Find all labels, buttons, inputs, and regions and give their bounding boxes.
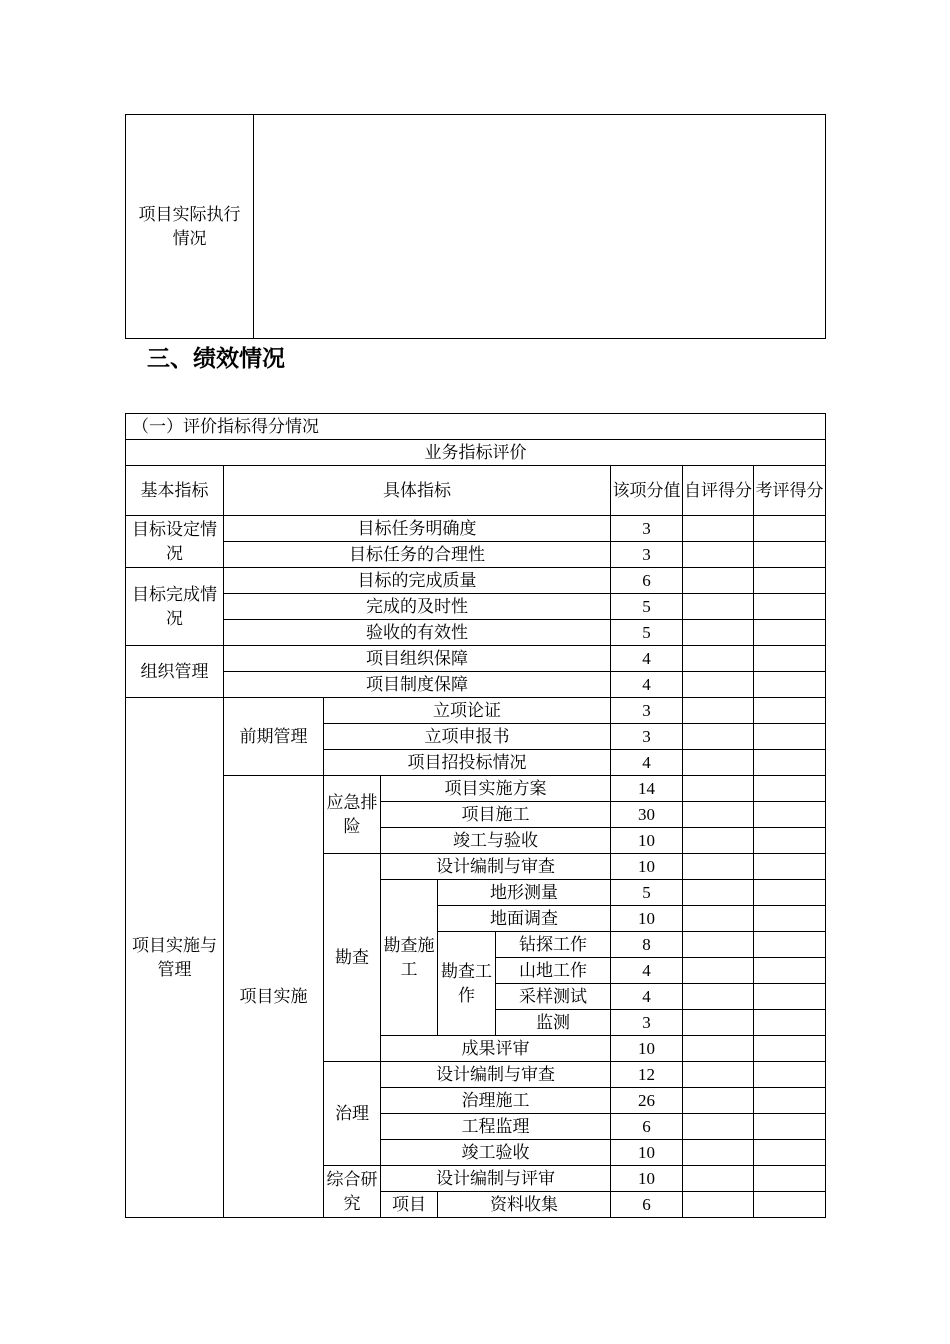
item-score: 6 [611, 568, 683, 594]
exam-score-cell[interactable] [754, 1062, 826, 1088]
item-score: 3 [611, 542, 683, 568]
table-row [126, 568, 826, 594]
exam-score-cell[interactable] [754, 750, 826, 776]
exam-score-cell[interactable] [754, 958, 826, 984]
item-score: 26 [611, 1088, 683, 1114]
item-name: 工程监理 [381, 1114, 611, 1140]
execution-box [125, 114, 826, 339]
self-score-cell[interactable] [683, 672, 754, 698]
execution-label: 项目实际执行情况 [126, 115, 254, 338]
header-exam: 考评得分 [754, 466, 826, 516]
item-name: 设计编制与审查 [381, 1062, 611, 1088]
exam-score-cell[interactable] [754, 594, 826, 620]
exam-score-cell[interactable] [754, 906, 826, 932]
item-name: 项目招投标情况 [324, 750, 611, 776]
group-project-impl: 项目实施与管理 [126, 698, 224, 1218]
item-name: 采样测试 [496, 984, 611, 1010]
self-score-cell[interactable] [683, 828, 754, 854]
self-score-cell[interactable] [683, 932, 754, 958]
table-subtitle: 业务指标评价 [126, 440, 826, 466]
self-score-cell[interactable] [683, 880, 754, 906]
item-score: 5 [611, 594, 683, 620]
group-survey-work: 勘查施工 [381, 880, 438, 1036]
self-score-cell[interactable] [683, 646, 754, 672]
item-score: 12 [611, 1062, 683, 1088]
table-row [126, 594, 826, 620]
item-score: 10 [611, 854, 683, 880]
exam-score-cell[interactable] [754, 542, 826, 568]
item-name: 成果评审 [381, 1036, 611, 1062]
item-score: 10 [611, 1166, 683, 1192]
header-specific: 具体指标 [224, 466, 611, 516]
item-name: 目标任务明确度 [224, 516, 611, 542]
item-score: 3 [611, 698, 683, 724]
group-survey: 勘查 [324, 854, 381, 1062]
self-score-cell[interactable] [683, 1192, 754, 1218]
exam-score-cell[interactable] [754, 620, 826, 646]
item-name: 竣工与验收 [381, 828, 611, 854]
item-score: 4 [611, 646, 683, 672]
item-name: 地形测量 [438, 880, 611, 906]
item-name: 治理施工 [381, 1088, 611, 1114]
exam-score-cell[interactable] [754, 1140, 826, 1166]
item-name: 验收的有效性 [224, 620, 611, 646]
exam-score-cell[interactable] [754, 776, 826, 802]
exam-score-cell[interactable] [754, 1114, 826, 1140]
exam-score-cell[interactable] [754, 802, 826, 828]
self-score-cell[interactable] [683, 698, 754, 724]
item-score: 30 [611, 802, 683, 828]
item-score: 4 [611, 750, 683, 776]
item-score: 4 [611, 672, 683, 698]
group-survey-job: 勘查工作 [438, 932, 496, 1036]
self-score-cell[interactable] [683, 568, 754, 594]
item-score: 5 [611, 880, 683, 906]
self-score-cell[interactable] [683, 984, 754, 1010]
self-score-cell[interactable] [683, 802, 754, 828]
item-name: 设计编制与评审 [381, 1166, 611, 1192]
self-score-cell[interactable] [683, 1010, 754, 1036]
item-score: 4 [611, 984, 683, 1010]
section-heading: 三、绩效情况 [147, 346, 285, 372]
group-comprehensive: 综合研究 [324, 1166, 381, 1218]
self-score-cell[interactable] [683, 620, 754, 646]
exam-score-cell[interactable] [754, 1036, 826, 1062]
self-score-cell[interactable] [683, 906, 754, 932]
exam-score-cell[interactable] [754, 1192, 826, 1218]
group-project: 项目 [381, 1192, 438, 1218]
group-pre-management: 前期管理 [224, 698, 324, 776]
exam-score-cell[interactable] [754, 1166, 826, 1192]
table-row [126, 516, 826, 542]
item-score: 10 [611, 1140, 683, 1166]
exam-score-cell[interactable] [754, 984, 826, 1010]
exam-score-cell[interactable] [754, 516, 826, 542]
table-row [126, 646, 826, 672]
item-score: 5 [611, 620, 683, 646]
item-score: 10 [611, 1036, 683, 1062]
exam-score-cell[interactable] [754, 1010, 826, 1036]
exam-score-cell[interactable] [754, 698, 826, 724]
item-name: 竣工验收 [381, 1140, 611, 1166]
self-score-cell[interactable] [683, 724, 754, 750]
self-score-cell[interactable] [683, 1114, 754, 1140]
item-name: 钻探工作 [496, 932, 611, 958]
item-name: 目标的完成质量 [224, 568, 611, 594]
item-name: 目标任务的合理性 [224, 542, 611, 568]
item-name: 资料收集 [438, 1192, 611, 1218]
group-goal-setting: 目标设定情况 [126, 516, 224, 568]
self-score-cell[interactable] [683, 1088, 754, 1114]
header-self: 自评得分 [683, 466, 754, 516]
exam-score-cell[interactable] [754, 828, 826, 854]
item-name: 项目实施方案 [381, 776, 611, 802]
table-row [126, 672, 826, 698]
item-name: 监测 [496, 1010, 611, 1036]
item-score: 8 [611, 932, 683, 958]
self-score-cell[interactable] [683, 542, 754, 568]
table-row [126, 698, 826, 724]
item-score: 3 [611, 516, 683, 542]
score-table [125, 413, 826, 1218]
group-goal-completion: 目标完成情况 [126, 568, 224, 646]
item-name: 项目施工 [381, 802, 611, 828]
exam-score-cell[interactable] [754, 880, 826, 906]
item-score: 3 [611, 1010, 683, 1036]
header-value: 该项分值 [611, 466, 683, 516]
table-row [126, 620, 826, 646]
item-name: 立项申报书 [324, 724, 611, 750]
self-score-cell[interactable] [683, 1062, 754, 1088]
item-name: 山地工作 [496, 958, 611, 984]
self-score-cell[interactable] [683, 516, 754, 542]
exam-score-cell[interactable] [754, 1088, 826, 1114]
item-name: 完成的及时性 [224, 594, 611, 620]
group-org-management: 组织管理 [126, 646, 224, 698]
item-score: 6 [611, 1192, 683, 1218]
exam-score-cell[interactable] [754, 646, 826, 672]
item-score: 10 [611, 906, 683, 932]
item-name: 立项论证 [324, 698, 611, 724]
self-score-cell[interactable] [683, 750, 754, 776]
item-score: 14 [611, 776, 683, 802]
item-name: 地面调查 [438, 906, 611, 932]
table-row [126, 776, 826, 802]
group-treatment: 治理 [324, 1062, 381, 1166]
self-score-cell[interactable] [683, 1140, 754, 1166]
group-emergency: 应急排险 [324, 776, 381, 854]
self-score-cell[interactable] [683, 776, 754, 802]
item-name: 设计编制与审查 [381, 854, 611, 880]
table-row [126, 542, 826, 568]
exam-score-cell[interactable] [754, 672, 826, 698]
group-impl: 项目实施 [224, 776, 324, 1218]
self-score-cell[interactable] [683, 958, 754, 984]
item-score: 4 [611, 958, 683, 984]
header-basic: 基本指标 [126, 466, 224, 516]
self-score-cell[interactable] [683, 1036, 754, 1062]
exam-score-cell[interactable] [754, 724, 826, 750]
exam-score-cell[interactable] [754, 568, 826, 594]
exam-score-cell[interactable] [754, 932, 826, 958]
table-title: （一）评价指标得分情况 [126, 414, 826, 440]
item-name: 项目制度保障 [224, 672, 611, 698]
item-name: 项目组织保障 [224, 646, 611, 672]
self-score-cell[interactable] [683, 594, 754, 620]
exam-score-cell[interactable] [754, 854, 826, 880]
item-score: 6 [611, 1114, 683, 1140]
self-score-cell[interactable] [683, 1166, 754, 1192]
self-score-cell[interactable] [683, 854, 754, 880]
item-score: 3 [611, 724, 683, 750]
item-score: 10 [611, 828, 683, 854]
